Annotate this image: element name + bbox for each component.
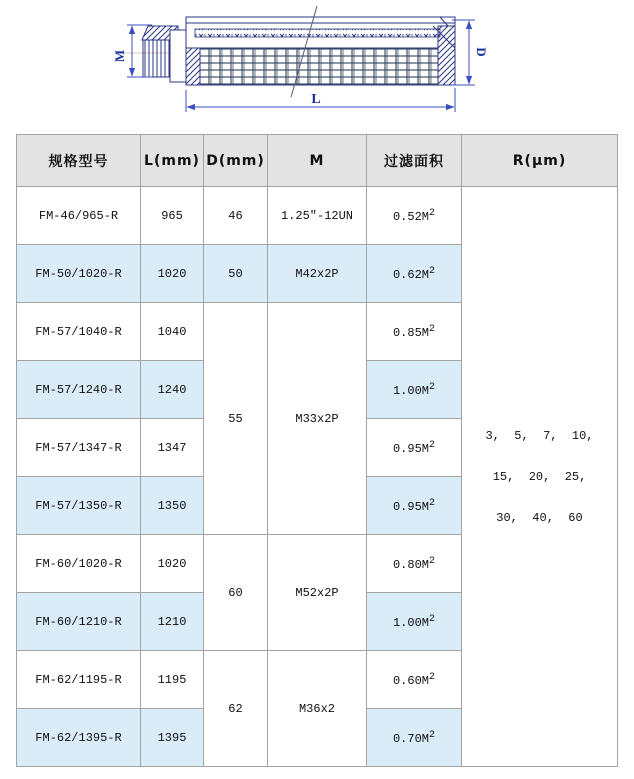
length-cell: 1020 [141,245,204,303]
end-fitting [142,26,186,82]
area-superscript: 2 [429,265,436,277]
column-header-thread: M [268,135,367,187]
spec-table [16,134,618,767]
area-cell: $1.00M^2$ [367,361,462,419]
dimension-label-m: M [112,49,127,63]
area-cell: $0.60M^2$ [367,651,462,709]
area-superscript: 2 [429,613,436,625]
area-superscript: 2 [429,729,436,741]
length-cell: 1195 [141,651,204,709]
length-cell: 1350 [141,477,204,535]
model-cell: FM-62/1395-R [17,709,141,767]
column-header-filter-area: 过滤面积 [367,135,462,187]
thread-cell-merged: M33x2P [268,303,367,535]
thread-cell: 1.25″-12UN [268,187,367,245]
column-header-micron: R(μm) [462,135,618,187]
model-cell: FM-57/1350-R [17,477,141,535]
filter-element-diagram [0,0,634,128]
mesh-grid [200,48,438,85]
area-cell: $0.85M^2$ [367,303,462,361]
column-header-diameter: D(mm) [204,135,268,187]
thread-cell-merged: M36x2 [268,651,367,767]
model-cell: FM-46/965-R [17,187,141,245]
length-cell: 1395 [141,709,204,767]
area-superscript: 2 [429,207,436,219]
micron-line: 15, 20, 25, [492,469,587,484]
area-cell: $0.95M^2$ [367,419,462,477]
model-cell: FM-60/1210-R [17,593,141,651]
cartridge-body [186,17,455,85]
model-cell: FM-62/1195-R [17,651,141,709]
technical-drawing [0,0,634,128]
model-cell: FM-60/1020-R [17,535,141,593]
dimension-label-d: D [474,47,489,57]
model-cell: FM-57/1347-R [17,419,141,477]
area-cell: $0.95M^2$ [367,477,462,535]
thread-cell-merged: M52x2P [268,535,367,651]
column-header-model: 规格型号 [17,135,141,187]
area-cell: $0.80M^2$ [367,535,462,593]
micron-line: 3, 5, 7, 10, [485,428,594,443]
length-cell: 965 [141,187,204,245]
model-cell: FM-57/1240-R [17,361,141,419]
diameter-cell: 50 [204,245,268,303]
dimension-label-l: L [311,92,321,107]
area-superscript: 2 [429,439,436,451]
area-superscript: 2 [429,381,436,393]
area-superscript: 2 [429,497,436,509]
column-header-length: L(mm) [141,135,204,187]
length-cell: 1020 [141,535,204,593]
length-cell: 1210 [141,593,204,651]
micron-line: 30, 40, 60 [496,510,583,525]
area-superscript: 2 [429,555,436,567]
length-cell: 1040 [141,303,204,361]
model-cell: FM-57/1040-R [17,303,141,361]
area-superscript: 2 [429,323,436,335]
length-cell: 1347 [141,419,204,477]
table-row [17,187,618,245]
model-cell: FM-50/1020-R [17,245,141,303]
area-cell: $0.62M^2$ [367,245,462,303]
header-row [17,135,618,187]
diameter-cell-merged: 60 [204,535,268,651]
micron-ratings-cell [462,187,618,767]
area-cell: $0.70M^2$ [367,709,462,767]
diameter-cell-merged: 55 [204,303,268,535]
thread-cell: M42x2P [268,245,367,303]
area-superscript: 2 [429,671,436,683]
area-cell: $0.52M^2$ [367,187,462,245]
area-cell: $1.00M^2$ [367,593,462,651]
diameter-cell: 46 [204,187,268,245]
diameter-cell-merged: 62 [204,651,268,767]
length-cell: 1240 [141,361,204,419]
